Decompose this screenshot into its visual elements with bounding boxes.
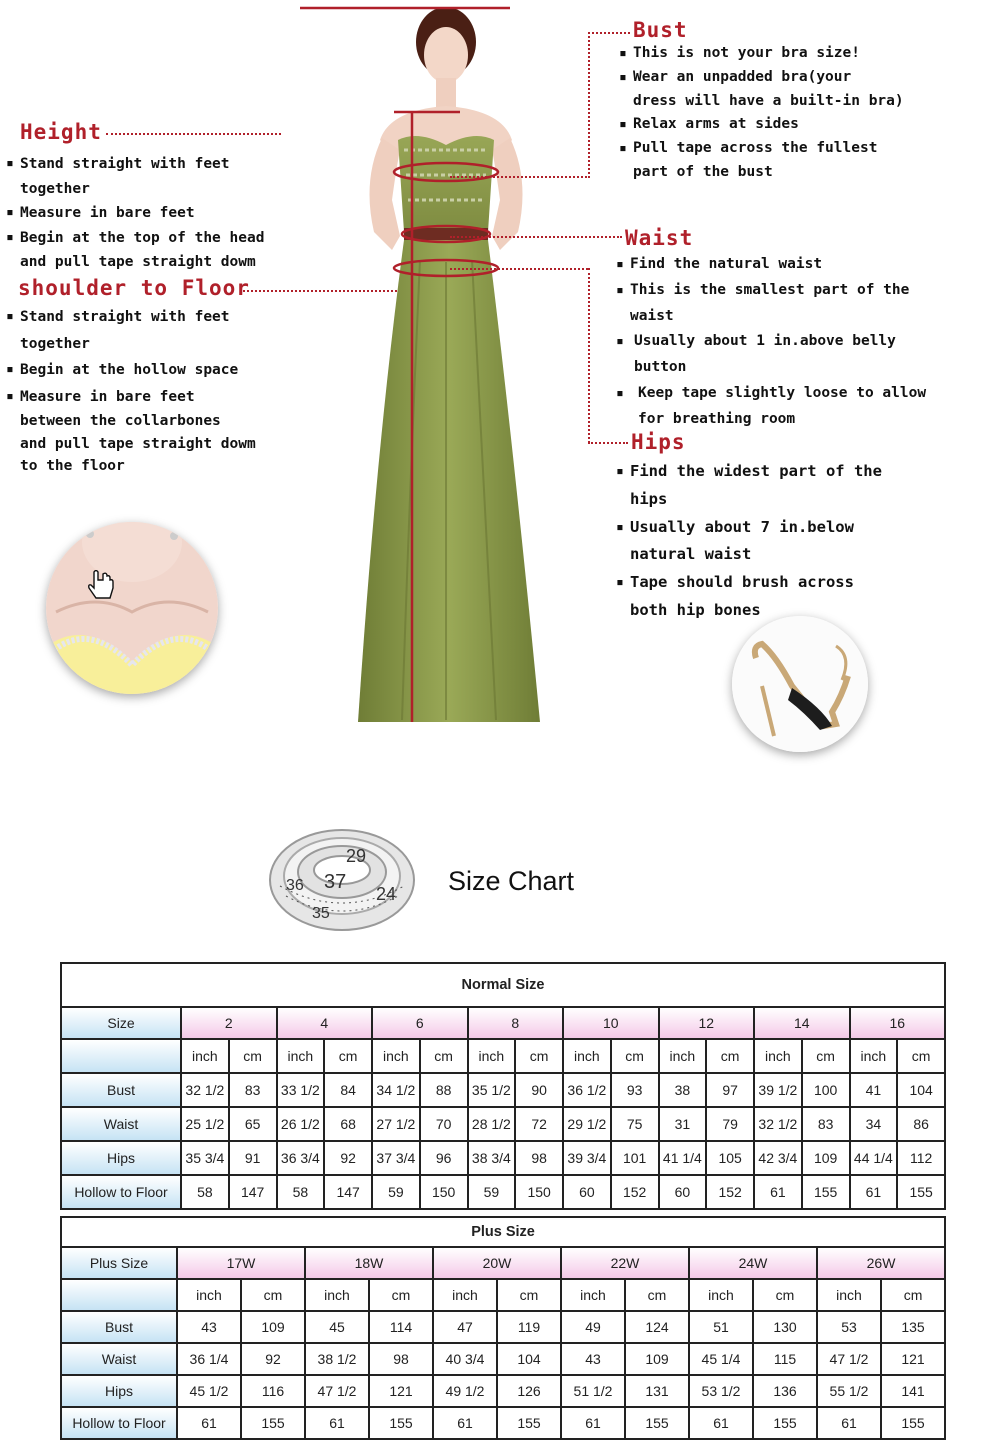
- list-item: ▪ Begin at the hollow space: [6, 357, 256, 384]
- value-cell: 38 1/2: [305, 1343, 369, 1375]
- list-item: hips: [630, 489, 668, 508]
- list-item: ▪ Find the widest part of the: [616, 458, 882, 486]
- list-item: between the collarbones: [20, 413, 221, 429]
- table-unit-row: [61, 1039, 945, 1073]
- waist-leader-line: [450, 236, 622, 238]
- size-header-cell: 6: [372, 1007, 468, 1039]
- value-cell: 53 1/2: [689, 1375, 753, 1407]
- value-cell: 115: [753, 1343, 817, 1375]
- list-item: both hip bones: [630, 600, 761, 619]
- value-cell: 61: [850, 1175, 898, 1209]
- value-cell: 31: [659, 1107, 707, 1141]
- list-item: ▪ Stand straight with feet: [6, 304, 256, 331]
- unit-cell: cm: [897, 1039, 945, 1073]
- value-cell: 155: [497, 1407, 561, 1439]
- value-cell: 98: [369, 1343, 433, 1375]
- value-cell: 92: [241, 1343, 305, 1375]
- table-row: [61, 1407, 945, 1439]
- value-cell: 38 3/4: [468, 1141, 516, 1175]
- hips-leader-line: [588, 268, 590, 443]
- value-cell: 32 1/2: [181, 1073, 229, 1107]
- value-cell: 141: [881, 1375, 945, 1407]
- value-cell: 45 1/2: [177, 1375, 241, 1407]
- list-item: ▪ Find the natural waist: [616, 252, 926, 278]
- value-cell: 39 3/4: [563, 1141, 611, 1175]
- waist-instructions: [616, 252, 926, 433]
- value-cell: 155: [753, 1407, 817, 1439]
- svg-text:35: 35: [312, 905, 330, 922]
- height-heading: Height: [20, 120, 102, 144]
- value-cell: 86: [897, 1107, 945, 1141]
- height-instructions: [6, 152, 264, 275]
- value-cell: 152: [611, 1175, 659, 1209]
- value-cell: 75: [611, 1107, 659, 1141]
- unit-cell: cm: [625, 1279, 689, 1311]
- size-header-cell: 18W: [305, 1247, 433, 1279]
- list-item: ▪ Measure in bare feet: [6, 201, 264, 226]
- value-cell: 150: [515, 1175, 563, 1209]
- list-item: ▪ Usually about 1 in.above belly: [616, 329, 926, 355]
- list-item: button: [634, 359, 687, 376]
- list-item: ▪ Usually about 7 in.below: [616, 514, 882, 542]
- value-cell: 155: [241, 1407, 305, 1439]
- value-cell: 130: [753, 1311, 817, 1343]
- list-item: ▪ Pull tape across the fullest: [619, 137, 904, 161]
- bust-heading: Bust: [633, 18, 688, 42]
- plus-size-title: Plus Size: [61, 1217, 945, 1247]
- table-row: [61, 1107, 945, 1141]
- value-cell: 61: [561, 1407, 625, 1439]
- unit-blank-cell: [61, 1039, 181, 1073]
- value-cell: 121: [881, 1343, 945, 1375]
- value-cell: 147: [229, 1175, 277, 1209]
- list-item: dress will have a built-in bra): [633, 92, 904, 109]
- value-cell: 124: [625, 1311, 689, 1343]
- list-item: for breathing room: [638, 410, 796, 427]
- value-cell: 29 1/2: [563, 1107, 611, 1141]
- pointing-hand-icon: [88, 570, 118, 602]
- value-cell: 70: [420, 1107, 468, 1141]
- value-cell: 104: [497, 1343, 561, 1375]
- unit-cell: cm: [324, 1039, 372, 1073]
- value-cell: 61: [177, 1407, 241, 1439]
- size-header-cell: 14: [754, 1007, 850, 1039]
- value-cell: 40 3/4: [433, 1343, 497, 1375]
- unit-cell: inch: [850, 1039, 898, 1073]
- value-cell: 96: [420, 1141, 468, 1175]
- value-cell: 61: [689, 1407, 753, 1439]
- value-cell: 60: [659, 1175, 707, 1209]
- list-item: ▪ Relax arms at sides: [619, 113, 904, 137]
- table-row: [61, 1175, 945, 1209]
- list-item: and pull tape straight dowm: [20, 254, 256, 270]
- normal-size-title: Normal Size: [61, 963, 945, 1007]
- value-cell: 114: [369, 1311, 433, 1343]
- value-cell: 104: [897, 1073, 945, 1107]
- size-header-cell: 12: [659, 1007, 755, 1039]
- unit-cell: inch: [468, 1039, 516, 1073]
- list-item: ▪ This is not your bra size!: [619, 42, 904, 66]
- table-size-row: [61, 1007, 945, 1039]
- value-cell: 84: [324, 1073, 372, 1107]
- value-cell: 36 3/4: [277, 1141, 325, 1175]
- value-cell: 59: [468, 1175, 516, 1209]
- value-cell: 26 1/2: [277, 1107, 325, 1141]
- svg-text:29: 29: [346, 846, 367, 866]
- value-cell: 34: [850, 1107, 898, 1141]
- svg-text:37: 37: [324, 871, 347, 893]
- value-cell: 83: [229, 1073, 277, 1107]
- row-label-cell: Hollow to Floor: [61, 1407, 177, 1439]
- row-label-cell: Hollow to Floor: [61, 1175, 181, 1209]
- value-cell: 109: [802, 1141, 850, 1175]
- value-cell: 42 3/4: [754, 1141, 802, 1175]
- list-item: ▪ Wear an unpadded bra(your: [619, 66, 904, 90]
- list-item: together: [20, 180, 90, 197]
- unit-cell: cm: [881, 1279, 945, 1311]
- value-cell: 90: [515, 1073, 563, 1107]
- table-size-row: [61, 1247, 945, 1279]
- value-cell: 126: [497, 1375, 561, 1407]
- unit-cell: inch: [181, 1039, 229, 1073]
- table-unit-row: [61, 1279, 945, 1311]
- value-cell: 61: [305, 1407, 369, 1439]
- value-cell: 112: [897, 1141, 945, 1175]
- value-cell: 65: [229, 1107, 277, 1141]
- svg-text:24: 24: [376, 884, 397, 904]
- hips-heading: Hips: [631, 430, 686, 454]
- value-cell: 72: [515, 1107, 563, 1141]
- size-header-cell: 16: [850, 1007, 946, 1039]
- value-cell: 119: [497, 1311, 561, 1343]
- unit-cell: inch: [563, 1039, 611, 1073]
- value-cell: 51 1/2: [561, 1375, 625, 1407]
- plus-size-table: [60, 1216, 946, 1440]
- value-cell: 49 1/2: [433, 1375, 497, 1407]
- hips-instructions: [616, 458, 882, 625]
- unit-cell: inch: [817, 1279, 881, 1311]
- value-cell: 121: [369, 1375, 433, 1407]
- value-cell: 91: [229, 1141, 277, 1175]
- size-label: Size: [61, 1007, 181, 1039]
- value-cell: 38: [659, 1073, 707, 1107]
- value-cell: 98: [515, 1141, 563, 1175]
- value-cell: 51: [689, 1311, 753, 1343]
- size-header-cell: 26W: [817, 1247, 945, 1279]
- value-cell: 33 1/2: [277, 1073, 325, 1107]
- unit-cell: inch: [372, 1039, 420, 1073]
- value-cell: 116: [241, 1375, 305, 1407]
- table-row: [61, 1141, 945, 1175]
- value-cell: 88: [420, 1073, 468, 1107]
- list-item: ▪ Begin at the top of the head: [6, 226, 264, 251]
- list-item: to the floor: [20, 458, 125, 474]
- table-title-row: [61, 963, 945, 1007]
- height-leader-line: [106, 133, 281, 135]
- value-cell: 155: [802, 1175, 850, 1209]
- list-item: ▪ Tape should brush across: [616, 569, 882, 597]
- unit-cell: inch: [433, 1279, 497, 1311]
- row-label-cell: Bust: [61, 1073, 181, 1107]
- value-cell: 58: [181, 1175, 229, 1209]
- value-cell: 36 1/4: [177, 1343, 241, 1375]
- hips-leader-top: [450, 268, 588, 270]
- value-cell: 32 1/2: [754, 1107, 802, 1141]
- value-cell: 79: [706, 1107, 754, 1141]
- tape-measure-icon: [266, 800, 418, 940]
- size-header-cell: 17W: [177, 1247, 305, 1279]
- value-cell: 27 1/2: [372, 1107, 420, 1141]
- row-label-cell: Hips: [61, 1375, 177, 1407]
- table-row: [61, 1073, 945, 1107]
- value-cell: 150: [420, 1175, 468, 1209]
- value-cell: 35 3/4: [181, 1141, 229, 1175]
- value-cell: 58: [277, 1175, 325, 1209]
- value-cell: 97: [706, 1073, 754, 1107]
- list-item: ▪ This is the smallest part of the: [616, 278, 926, 304]
- unit-cell: inch: [754, 1039, 802, 1073]
- value-cell: 109: [241, 1311, 305, 1343]
- list-item: together: [20, 335, 90, 352]
- value-cell: 152: [706, 1175, 754, 1209]
- value-cell: 92: [324, 1141, 372, 1175]
- list-item: and pull tape straight dowm: [20, 436, 256, 452]
- row-label-cell: Waist: [61, 1343, 177, 1375]
- value-cell: 34 1/2: [372, 1073, 420, 1107]
- value-cell: 155: [625, 1407, 689, 1439]
- list-item: ▪ Stand straight with feet: [6, 152, 264, 177]
- bust-leader-top: [588, 32, 630, 34]
- table-row: [61, 1343, 945, 1375]
- value-cell: 41: [850, 1073, 898, 1107]
- value-cell: 45: [305, 1311, 369, 1343]
- list-item: natural waist: [630, 545, 752, 564]
- value-cell: 45 1/4: [689, 1343, 753, 1375]
- value-cell: 43: [177, 1311, 241, 1343]
- value-cell: 109: [625, 1343, 689, 1375]
- svg-text:36: 36: [286, 877, 304, 894]
- value-cell: 37 3/4: [372, 1141, 420, 1175]
- value-cell: 131: [625, 1375, 689, 1407]
- list-item: ▪ Keep tape slightly loose to allow: [616, 381, 926, 407]
- unit-cell: inch: [659, 1039, 707, 1073]
- size-header-cell: 2: [181, 1007, 277, 1039]
- model-dress-illustration: [300, 0, 560, 730]
- unit-blank-cell: [61, 1279, 177, 1311]
- value-cell: 147: [324, 1175, 372, 1209]
- bust-leader-line: [588, 32, 590, 178]
- value-cell: 43: [561, 1343, 625, 1375]
- unit-cell: inch: [277, 1039, 325, 1073]
- unit-cell: cm: [515, 1039, 563, 1073]
- row-label-cell: Hips: [61, 1141, 181, 1175]
- value-cell: 28 1/2: [468, 1107, 516, 1141]
- hips-leader-bottom: [588, 442, 628, 444]
- value-cell: 35 1/2: [468, 1073, 516, 1107]
- table-row: [61, 1311, 945, 1343]
- value-cell: 155: [369, 1407, 433, 1439]
- size-header-cell: 8: [468, 1007, 564, 1039]
- size-header-cell: 24W: [689, 1247, 817, 1279]
- size-chart-title: Size Chart: [448, 866, 575, 896]
- value-cell: 61: [433, 1407, 497, 1439]
- row-label-cell: Bust: [61, 1311, 177, 1343]
- unit-cell: inch: [305, 1279, 369, 1311]
- unit-cell: cm: [420, 1039, 468, 1073]
- unit-cell: cm: [229, 1039, 277, 1073]
- value-cell: 41 1/4: [659, 1141, 707, 1175]
- size-header-cell: 4: [277, 1007, 373, 1039]
- size-header-cell: 22W: [561, 1247, 689, 1279]
- value-cell: 155: [897, 1175, 945, 1209]
- size-header-cell: 10: [563, 1007, 659, 1039]
- value-cell: 49: [561, 1311, 625, 1343]
- unit-cell: cm: [753, 1279, 817, 1311]
- value-cell: 136: [753, 1375, 817, 1407]
- list-item: waist: [630, 307, 674, 324]
- value-cell: 47 1/2: [817, 1343, 881, 1375]
- size-label: Plus Size: [61, 1247, 177, 1279]
- unit-cell: cm: [706, 1039, 754, 1073]
- bust-leader-bottom: [450, 176, 590, 178]
- unit-cell: inch: [689, 1279, 753, 1311]
- value-cell: 47: [433, 1311, 497, 1343]
- unit-cell: cm: [369, 1279, 433, 1311]
- list-item: part of the bust: [633, 163, 773, 180]
- value-cell: 25 1/2: [181, 1107, 229, 1141]
- waist-heading: Waist: [625, 226, 694, 250]
- unit-cell: cm: [611, 1039, 659, 1073]
- list-item: ▪ Measure in bare feet: [6, 384, 256, 411]
- value-cell: 44 1/4: [850, 1141, 898, 1175]
- collarbone-closeup-image: [46, 522, 218, 694]
- value-cell: 93: [611, 1073, 659, 1107]
- bust-instructions: [619, 42, 904, 185]
- value-cell: 61: [754, 1175, 802, 1209]
- value-cell: 59: [372, 1175, 420, 1209]
- value-cell: 61: [817, 1407, 881, 1439]
- value-cell: 83: [802, 1107, 850, 1141]
- value-cell: 47 1/2: [305, 1375, 369, 1407]
- value-cell: 68: [324, 1107, 372, 1141]
- value-cell: 55 1/2: [817, 1375, 881, 1407]
- table-row: [61, 1375, 945, 1407]
- heel-shoe-image: [732, 616, 868, 752]
- value-cell: 105: [706, 1141, 754, 1175]
- unit-cell: inch: [177, 1279, 241, 1311]
- unit-cell: inch: [561, 1279, 625, 1311]
- value-cell: 100: [802, 1073, 850, 1107]
- size-header-cell: 20W: [433, 1247, 561, 1279]
- value-cell: 101: [611, 1141, 659, 1175]
- value-cell: 135: [881, 1311, 945, 1343]
- table-title-row: [61, 1217, 945, 1247]
- value-cell: 36 1/2: [563, 1073, 611, 1107]
- normal-size-table: [60, 962, 946, 1210]
- unit-cell: cm: [802, 1039, 850, 1073]
- value-cell: 39 1/2: [754, 1073, 802, 1107]
- shoulder-instructions: [6, 304, 256, 476]
- value-cell: 53: [817, 1311, 881, 1343]
- unit-cell: cm: [497, 1279, 561, 1311]
- value-cell: 60: [563, 1175, 611, 1209]
- shoulder-to-floor-heading: shoulder to Floor: [18, 276, 250, 300]
- row-label-cell: Waist: [61, 1107, 181, 1141]
- value-cell: 155: [881, 1407, 945, 1439]
- unit-cell: cm: [241, 1279, 305, 1311]
